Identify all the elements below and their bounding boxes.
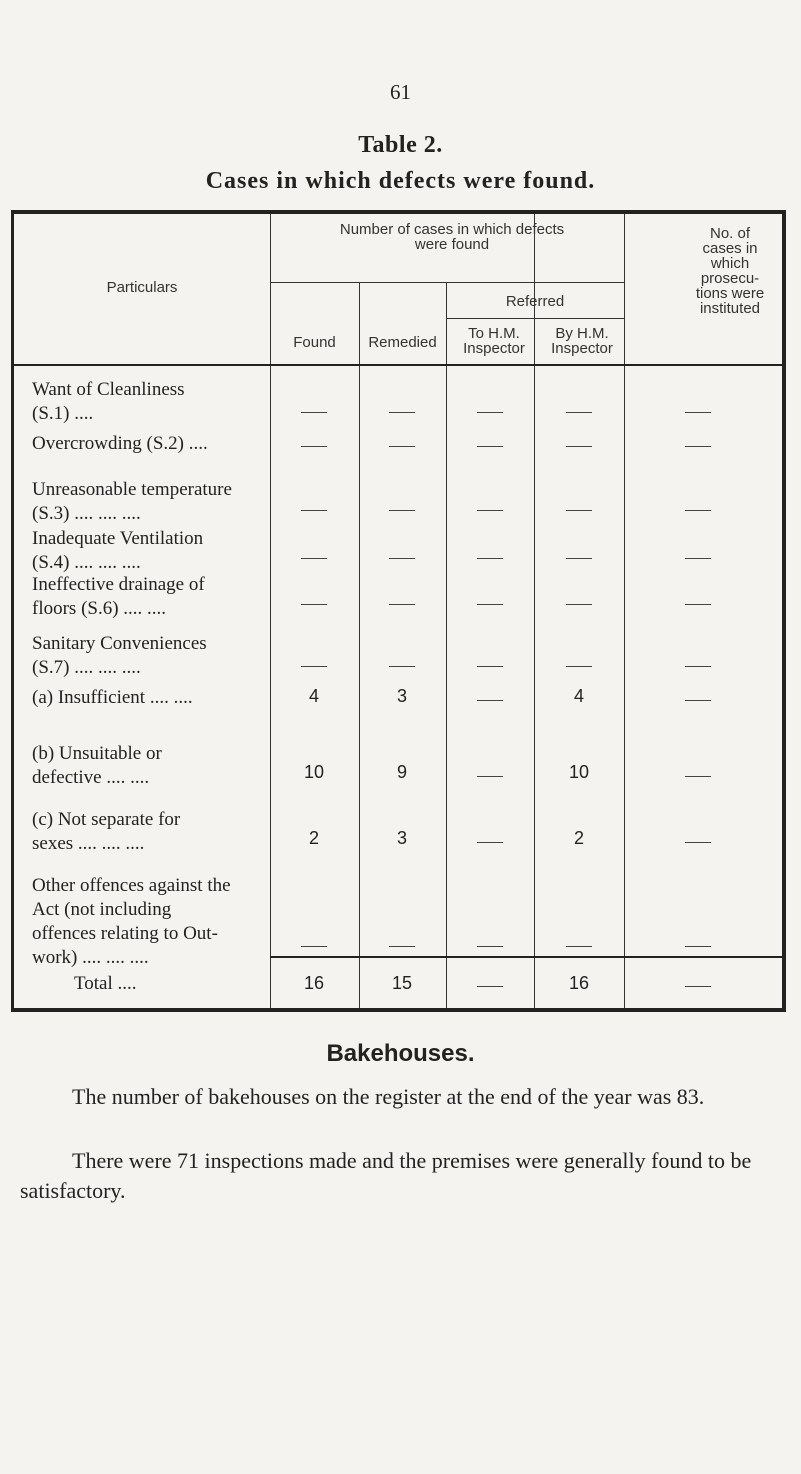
header-to-hm-inspector: To H.M. Inspector	[463, 325, 525, 357]
empty-cell-dash	[389, 446, 415, 447]
empty-cell-dash	[301, 510, 327, 511]
empty-cell-dash	[301, 446, 327, 447]
table-cell: 10	[568, 762, 590, 782]
column-divider	[624, 214, 625, 1008]
empty-cell-dash	[477, 986, 503, 987]
total-cell: 15	[391, 973, 413, 993]
row-label	[32, 378, 272, 426]
empty-cell-dash	[685, 776, 711, 777]
empty-cell-dash	[685, 842, 711, 843]
row-label-line: (S.7) .... .... ....	[32, 657, 141, 678]
empty-cell-dash	[389, 666, 415, 667]
row-label-line: Other offences against the	[32, 875, 231, 896]
total-rule	[270, 956, 782, 958]
page-number: 61	[390, 80, 411, 104]
header-found: Found	[293, 334, 336, 351]
header-rule	[446, 318, 624, 319]
empty-cell-dash	[477, 558, 503, 559]
row-label-line: Overcrowding (S.2) ....	[32, 433, 208, 454]
row-label-line: Act (not including	[32, 899, 172, 920]
total-cell: 16	[568, 973, 590, 993]
empty-cell-dash	[477, 946, 503, 947]
empty-cell-dash	[685, 946, 711, 947]
row-label-line: work) .... .... ....	[32, 947, 149, 968]
empty-cell-dash	[685, 412, 711, 413]
row-label-line: (S.3) .... .... ....	[32, 503, 141, 524]
header-remedied: Remedied	[368, 334, 437, 351]
table-cell: 4	[308, 686, 319, 706]
row-label	[32, 808, 272, 856]
column-divider	[359, 282, 360, 1008]
header-bottom-rule	[14, 364, 782, 366]
inspections-paragraph: There were 71 inspections made and the premises were generally found to be satisfactory.	[20, 1148, 752, 1203]
row-label-line: Unreasonable temperature	[32, 479, 232, 500]
row-label-line: Inadequate Ventilation	[32, 528, 204, 549]
empty-cell-dash	[566, 946, 592, 947]
row-label-line: (S.1) ....	[32, 403, 94, 424]
row-label	[32, 432, 272, 456]
total-label: Total ....	[74, 973, 137, 994]
row-label	[32, 874, 272, 970]
row-label-line: sexes .... .... ....	[32, 833, 145, 854]
empty-cell-dash	[566, 558, 592, 559]
empty-cell-dash	[566, 604, 592, 605]
column-divider	[446, 282, 447, 1008]
empty-cell-dash	[566, 446, 592, 447]
header-prosecutions: No. of cases in which prosecu- tions were instituted	[695, 225, 765, 317]
empty-cell-dash	[685, 604, 711, 605]
empty-cell-dash	[477, 666, 503, 667]
defects-table	[11, 210, 786, 1012]
table-cell: 2	[308, 828, 319, 848]
empty-cell-dash	[477, 776, 503, 777]
total-cell: 16	[303, 973, 325, 993]
column-divider	[534, 214, 535, 1008]
empty-cell-dash	[389, 946, 415, 947]
empty-cell-dash	[389, 558, 415, 559]
header-referred: Referred	[505, 293, 565, 310]
row-label	[32, 632, 272, 680]
empty-cell-dash	[477, 842, 503, 843]
row-label	[32, 742, 272, 790]
empty-cell-dash	[685, 666, 711, 667]
table-cell: 3	[396, 828, 407, 848]
empty-cell-dash	[685, 446, 711, 447]
empty-cell-dash	[477, 412, 503, 413]
row-label-line: (c) Not separate for	[32, 809, 181, 830]
table-cell: 10	[303, 762, 325, 782]
row-label-line: Ineffective drainage of	[32, 574, 205, 595]
row-label	[32, 573, 272, 621]
empty-cell-dash	[301, 666, 327, 667]
header-number-group: Number of cases in which defects were found	[339, 221, 565, 253]
empty-cell-dash	[685, 700, 711, 701]
header-by-hm-inspector: By H.M. Inspector	[551, 325, 613, 357]
row-label	[32, 527, 272, 575]
row-label-line: Sanitary Conveniences	[32, 633, 207, 654]
header-particulars: Particulars	[106, 279, 178, 296]
empty-cell-dash	[566, 510, 592, 511]
row-label-line: defective .... ....	[32, 767, 150, 788]
empty-cell-dash	[477, 510, 503, 511]
empty-cell-dash	[389, 510, 415, 511]
empty-cell-dash	[389, 604, 415, 605]
empty-cell-dash	[301, 604, 327, 605]
table-title: Table 2.	[358, 132, 443, 158]
empty-cell-dash	[685, 558, 711, 559]
row-label-line: (b) Unsuitable or	[32, 743, 162, 764]
table-cell: 4	[573, 686, 584, 706]
row-label	[32, 686, 272, 710]
row-label-line: (a) Insufficient .... ....	[32, 687, 193, 708]
empty-cell-dash	[477, 700, 503, 701]
empty-cell-dash	[477, 604, 503, 605]
empty-cell-dash	[389, 412, 415, 413]
row-label-line: (S.4) .... .... ....	[32, 552, 141, 573]
empty-cell-dash	[566, 666, 592, 667]
header-rule	[270, 282, 624, 283]
empty-cell-dash	[477, 446, 503, 447]
table-cell: 3	[396, 686, 407, 706]
bakehouses-heading: Bakehouses.	[326, 1040, 475, 1067]
row-label	[32, 478, 272, 526]
table-subtitle: Cases in which defects were found.	[205, 168, 596, 194]
table-cell: 9	[396, 762, 407, 782]
empty-cell-dash	[301, 558, 327, 559]
row-label-line: Want of Cleanliness	[32, 379, 185, 400]
empty-cell-dash	[685, 986, 711, 987]
empty-cell-dash	[566, 412, 592, 413]
empty-cell-dash	[685, 510, 711, 511]
bakehouses-paragraph: The number of bakehouses on the register at the end of the year was 83.	[72, 1084, 705, 1109]
empty-cell-dash	[301, 946, 327, 947]
row-label-line: floors (S.6) .... ....	[32, 598, 167, 619]
table-cell: 2	[573, 828, 584, 848]
empty-cell-dash	[301, 412, 327, 413]
row-label-line: offences relating to Out-	[32, 923, 218, 944]
